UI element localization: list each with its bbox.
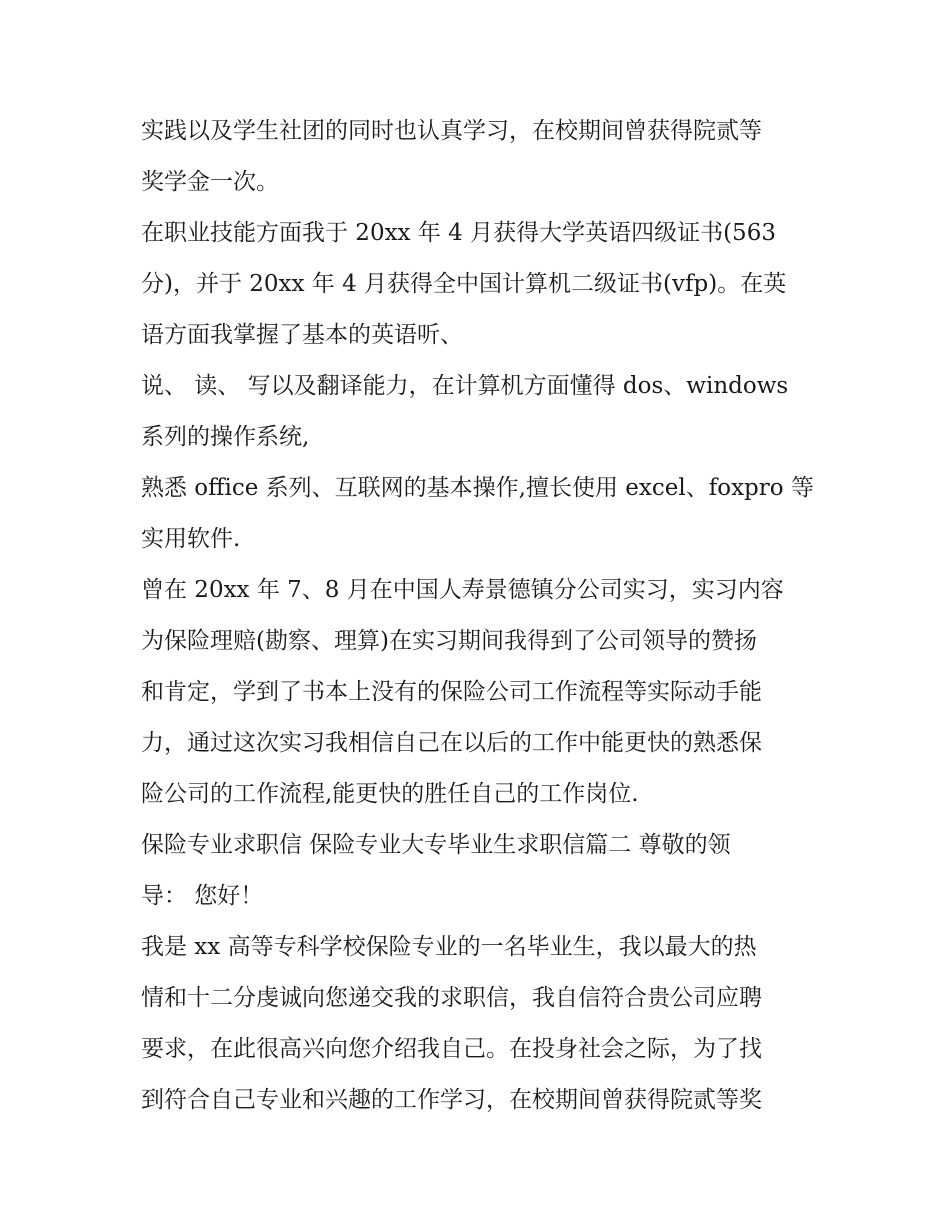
heading-line: 保险专业求职信 保险专业大专毕业生求职信篇二 尊敬的领 [141, 832, 731, 858]
text-line: 实用软件. [141, 526, 241, 552]
text-line: 情和十二分虔诚向您递交我的求职信，我自信符合贵公司应聘 [141, 985, 762, 1011]
text-line: 为保险理赔(勘察、理算)在实习期间我得到了公司领导的赞扬 [141, 628, 757, 654]
text-line: 险公司的工作流程,能更快的胜任自己的工作岗位. [141, 781, 639, 807]
text-line: 说、 读、 写以及翻译能力，在计算机方面懂得 dos、windows [141, 373, 789, 399]
text-line: 分)，并于 20xx 年 4 月获得全中国计算机二级证书(vfp)。在英 [141, 271, 787, 297]
text-line: 熟悉 office 系列、互联网的基本操作,擅长使用 excel、foxpro 等 [141, 475, 814, 501]
text-line: 和肯定，学到了书本上没有的保险公司工作流程等实际动手能 [141, 679, 762, 705]
text-line: 要求，在此很高兴向您介绍我自己。在投身社会之际，为了找 [141, 1036, 762, 1062]
salutation-line: 导： 您好！ [141, 883, 264, 909]
text-line: 实践以及学生社团的同时也认真学习，在校期间曾获得院贰等 [141, 118, 762, 144]
text-line: 到符合自己专业和兴趣的工作学习，在校期间曾获得院贰等奖 [141, 1087, 762, 1113]
text-line: 力，通过这次实习我相信自己在以后的工作中能更快的熟悉保 [141, 730, 762, 756]
text-line: 在职业技能方面我于 20xx 年 4 月获得大学英语四级证书(563 [141, 220, 776, 246]
text-line: 系列的操作系统, [141, 424, 310, 450]
document-body [141, 106, 821, 1126]
text-line: 奖学金一次。 [141, 169, 279, 195]
text-line: 曾在 20xx 年 7、8 月在中国人寿景德镇分公司实习，实习内容 [141, 577, 784, 603]
text-line: 语方面我掌握了基本的英语听、 [141, 322, 463, 348]
text-line: 我是 xx 高等专科学校保险专业的一名毕业生，我以最大的热 [141, 934, 757, 960]
